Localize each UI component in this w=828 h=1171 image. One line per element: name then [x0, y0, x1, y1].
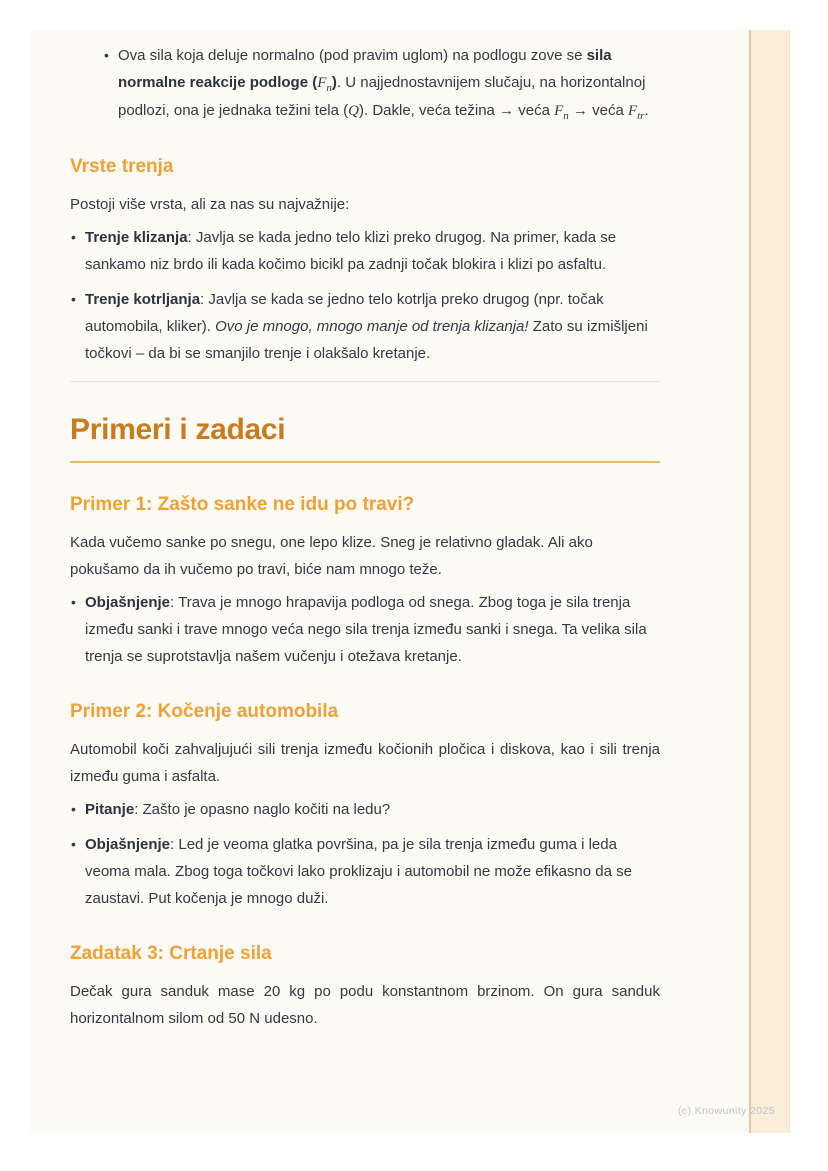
- normal-force-list: [70, 42, 660, 125]
- primer-1-list: [70, 589, 660, 670]
- friction-types-list: [70, 224, 660, 367]
- paragraph-primer-2: Automobil koči zahvaljujući sili trenja između kočionih pločica i diskova, kao i sili trenja između guma i asfalta.: [70, 741, 660, 785]
- list-item-trenje-klizanja: [70, 224, 660, 278]
- page-title-primeri-i-zadaci: Primeri i zadaci: [70, 412, 660, 463]
- list-item-text: Ova sila koja deluje normalno (pod pravim uglom) na podlogu zove se sila normalne reakcije podloge $(F_n)$. U najjednostavnijem slučaju, na horizontalnoj podlozi, ona je jednaka težini tela (Q). Dakle, veća težina → veća $F_n$ → veća $F_{tr}$.: [118, 47, 649, 122]
- section-heading-primer-2: Primer 2: Kočenje automobila: [70, 701, 339, 722]
- notes-content: [30, 30, 660, 1032]
- list-item-trenje-kotrljanja: [70, 286, 660, 367]
- primer-2-list: [70, 796, 660, 912]
- list-item-text: Trenje kotrljanja: Javlja se kada se jedno telo kotrlja preko drugog (npr. točak automobila, kliker). Ovo je mnogo, mnogo manje od trenja klizanja! Zato su izmišljeni točkovi – da bi se smanjilo trenje i olakšalo kretanje.: [85, 291, 648, 362]
- section-heading-vrste-trenja: Vrste trenja: [70, 156, 174, 177]
- list-item-pitanje: [70, 796, 660, 823]
- list-item-text: Objašnjenje: Led je veoma glatka površina, pa je sila trenja između guma i leda veoma mala. Zbog toga točkovi lako proklizaju i automobil ne može efikasno da se zaustavi. Put kočenja je mnogo duži.: [85, 836, 632, 907]
- paragraph-primer-1: Kada vučemo sanke po snegu, one lepo klize. Sneg je relativno gladak. Ali ako pokušamo da ih vučemo po travi, biće nam mnogo teže.: [70, 534, 593, 578]
- list-item-text: Pitanje: Zašto je opasno naglo kočiti na ledu?: [85, 801, 391, 818]
- paragraph-vrste-intro: Postoji više vrsta, ali za nas su najvažnije:: [70, 196, 350, 213]
- copyright-watermark: (c) Knowunity 2025: [677, 1105, 775, 1117]
- paragraph-zadatak-3: Dečak gura sanduk mase 20 kg po podu konstantnom brzinom. On gura sanduk horizontalnom silom od 50 N udesno.: [70, 983, 660, 1027]
- list-item-objasnjenje-2: [70, 831, 660, 912]
- right-accent-strip: [749, 30, 790, 1133]
- section-divider: [70, 381, 660, 382]
- notes-card: [30, 30, 790, 1133]
- list-item-text: Trenje klizanja: Javlja se kada jedno telo klizi preko drugog. Na primer, kada se sankamo niz brdo ili kada kočimo bicikl pa zadnji točak blokira i klizi po asfaltu.: [85, 229, 617, 273]
- section-heading-zadatak-3: Zadatak 3: Crtanje sila: [70, 943, 272, 964]
- list-item-text: Objašnjenje: Trava je mnogo hrapavija podloga od snega. Zbog toga je sila trenja između sanki i trave mnogo veća nego sila trenja između sanki i snega. Ta velika sila trenja se suprotstavlja našem vučenju i otežava kretanje.: [85, 594, 647, 665]
- list-item-normal-force: [103, 42, 660, 125]
- list-item-objasnjenje-1: [70, 589, 660, 670]
- section-heading-primer-1: Primer 1: Zašto sanke ne idu po travi?: [70, 494, 415, 515]
